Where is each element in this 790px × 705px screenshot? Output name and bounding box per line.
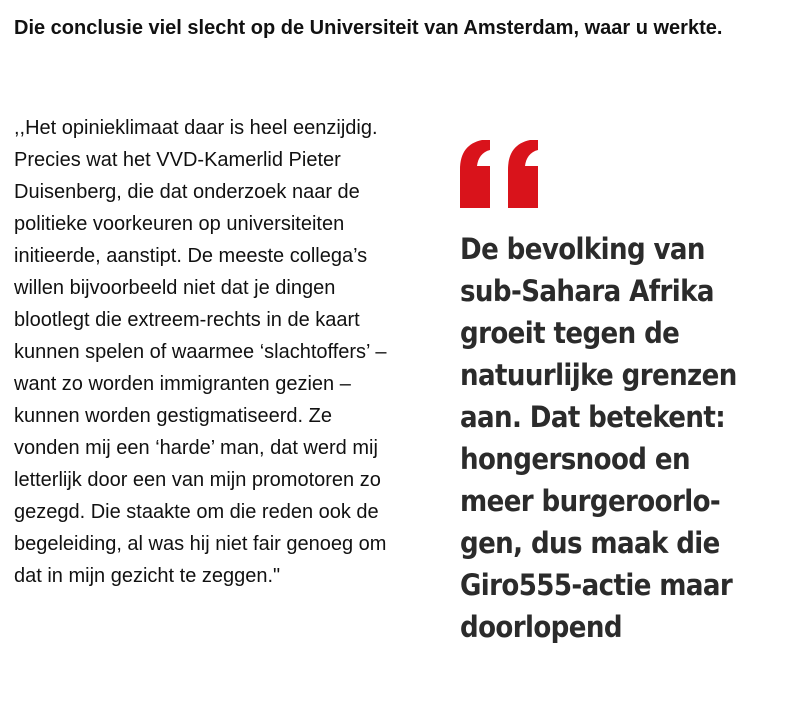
quotation-mark-icon <box>460 140 542 208</box>
interview-question: Die conclusie viel slecht op de Universiteit van Amsterdam, waar u werkte. <box>14 17 723 39</box>
pull-quote <box>460 140 780 648</box>
interview-answer: ,,Het opinieklimaat daar is heel eenzijdig. Precies wat het VVD-Kamerlid Pieter Duisenberg, die dat onderzoek naar de politieke voorkeuren op universiteiten initieerde, aanstipt. De meeste collega’s willen bijvoorbeeld niet dat je dingen blootlegt die extreem-rechts in de kaart kunnen spelen of waarmee ‘slachtoffers’ – want zo worden immigranten gezien – kunnen worden gestigmatiseerd. Ze vonden mij een ‘harde’ man, dat werd mij letterlijk door een van mijn promotoren zo gezegd. Die staakte om die reden ook de begeleiding, al was hij niet fair genoeg om dat in mijn gezicht te zeggen." <box>14 117 387 587</box>
pull-quote-text: De bevolking van sub-Sahara Afrika groeit tegen de natuurlijke grenzen aan. Dat betekent: hongersnood en meer burgeroorlo- gen, dus maak die Giro555-actie maar doorlopend <box>460 232 737 644</box>
